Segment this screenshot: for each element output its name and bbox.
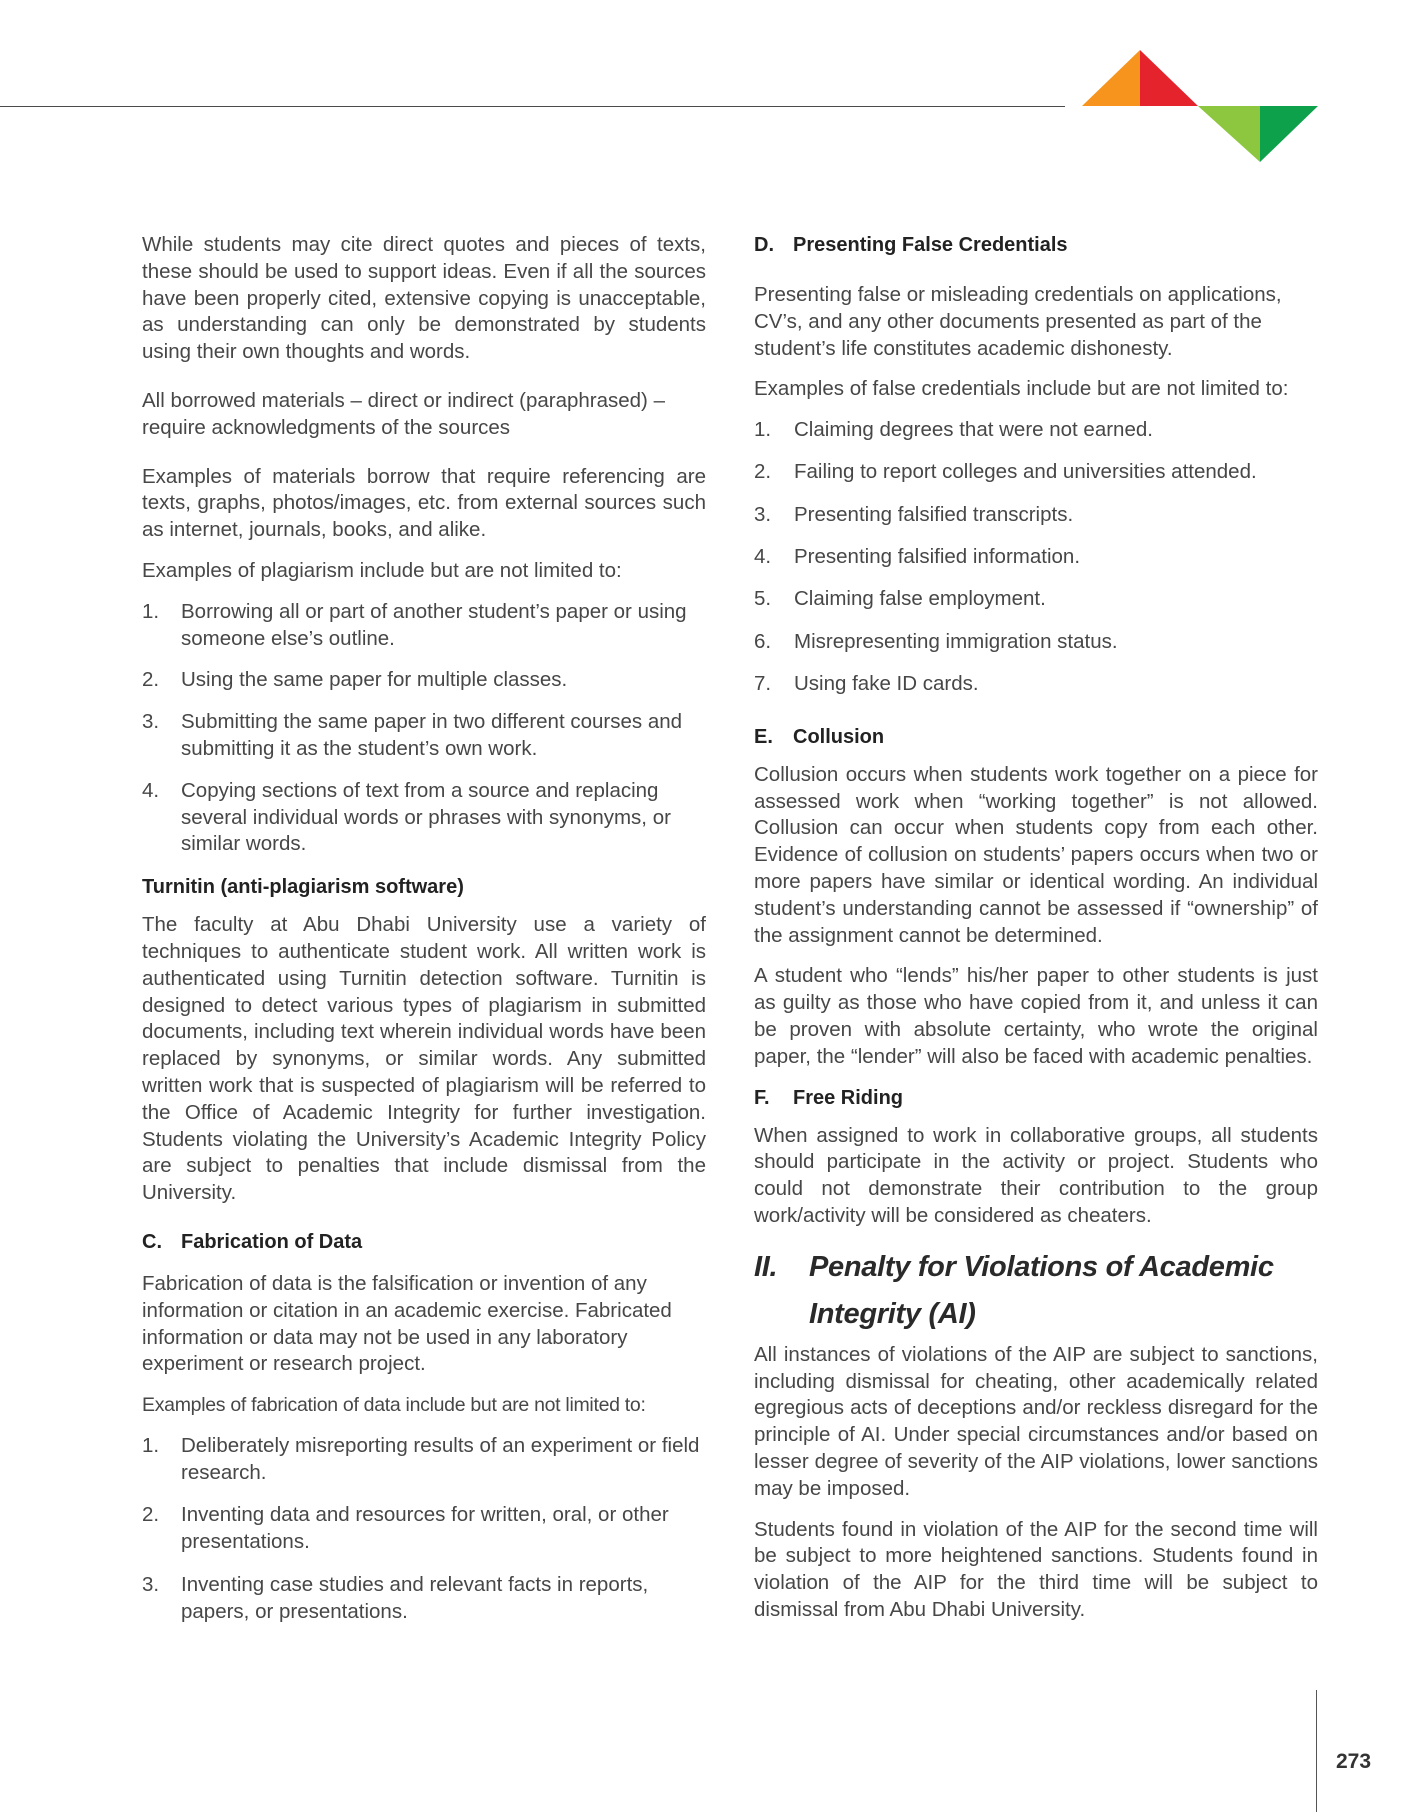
penalty-paragraph-1: All instances of violations of the AIP are subject to sanctions, including dismissal for cheating, other academically related egregious acts of deceptions and/or reckless disregard for the principle of AI. Under special circumstances and/or based on lesser degree of severity of the AIP violations, lower sanctions may be imposed. (754, 1342, 1318, 1500)
paragraph-citing-quotes: While students may cite direct quotes and pieces of texts, these should be used to support ideas. Even if all the sources have been properly cited, extensive copying is unacceptable, as understanding can only be demonstrated by students using their own thoughts and words. (142, 233, 706, 364)
header-rule (0, 106, 1065, 107)
list-item: 3. Inventing case studies and relevant facts in reports, papers, or presentations. (142, 1573, 649, 1623)
paragraph-borrowed-materials: All borrowed materials – direct or indirect (paraphrased) – require acknowledgments of the sources (142, 388, 665, 439)
list-item: 7. Using fake ID cards. (754, 671, 979, 695)
footer-rule (1316, 1690, 1317, 1812)
triangle-logo (1082, 50, 1318, 162)
list-item: 3. Submitting the same paper in two different courses and submitting it as the student’s own work. (142, 710, 683, 760)
logo-orange-triangle (1082, 50, 1140, 106)
credentials-examples-intro: Examples of false credentials include but are not limited to: (754, 377, 1289, 401)
list-item: 1. Deliberately misreporting results of an experiment or field research. (142, 1433, 700, 1484)
plagiarism-list (142, 599, 706, 858)
collusion-paragraph-2: A student who “lends” his/her paper to other students is just as guilty as those who have copied from it, and unless it can be proven with absolute certainty, who wrote the original paper, the “lender” will also be faced with academic penalties. (754, 964, 1318, 1068)
list-item: 6. Misrepresenting immigration status. (754, 629, 1118, 653)
list-item: 4. Presenting falsified information. (754, 545, 1081, 569)
logo-dark-green-triangle (1260, 106, 1318, 162)
paragraph-materials-examples: Examples of materials borrow that require referencing are texts, graphs, photos/images, etc. from external sources such as internet, journals, books, and alike. (142, 464, 706, 542)
collusion-paragraph-1: Collusion occurs when students work together on a piece for assessed work when “working together” is not allowed. Collusion can occur when students copy from each other. Evidence of collusion on students’ papers occurs when two or more papers have similar or identical wording. An individual student’s understanding cannot be assessed if “ownership” of the assignment cannot be determined. (754, 762, 1318, 947)
turnitin-heading: Turnitin (anti-plagiarism software) (142, 876, 464, 899)
list-item: 1. Claiming degrees that were not earned. (754, 418, 1153, 442)
credentials-paragraph: Presenting false or misleading credentials on applications, CV’s, and any other documents presented as part of the student’s life constitutes academic dishonesty. (754, 283, 1282, 360)
list-item: 1. Borrowing all or part of another student’s paper or using someone else’s outline. (142, 599, 687, 650)
fabrication-examples-intro: Examples of fabrication of data include but are not limited to: (142, 1394, 646, 1417)
logo-light-green-triangle (1198, 106, 1260, 162)
logo-red-triangle (1140, 50, 1198, 106)
section-d-heading: D. Presenting False Credentials (754, 234, 1068, 256)
turnitin-paragraph: The faculty at Abu Dhabi University use a variety of techniques to authenticate student work. All written work is authenticated using Turnitin detection software. Turnitin is designed to detect various types of plagiarism in submitted documents, including text wherein individual words have been replaced by synonyms, or similar words. Any submitted written work that is suspected of plagiarism will be referred to the Office of Academic Integrity for further investigation. Students violating the University’s Academic Integrity Policy are subject to penalties that include dismissal from the University. (142, 913, 706, 1205)
list-item: 3. Presenting falsified transcripts. (754, 502, 1074, 526)
plagiarism-examples-intro: Examples of plagiarism include but are not limited to: (142, 558, 622, 582)
fabrication-paragraph: Fabrication of data is the falsification or invention of any information or citation in an academic exercise. Fabricated information or data may not be used in any laboratory experiment or research project. (142, 1271, 672, 1376)
page-number: 273 (1336, 1750, 1372, 1773)
free-riding-paragraph: When assigned to work in collaborative groups, all students should participate in the activity or project. Students who could not demonstrate their contribution to the group work/activity will be considered as cheaters. (754, 1123, 1318, 1227)
list-item: 2. Inventing data and resources for written, oral, or other presentations. (142, 1503, 669, 1554)
list-item: 5. Claiming false employment. (754, 587, 1046, 611)
list-item: 2. Failing to report colleges and universities attended. (754, 460, 1257, 484)
section-f-heading: F. Free Riding (754, 1086, 904, 1109)
penalty-paragraph-2: Students found in violation of the AIP for the second time will be subject to more heightened sanctions. Students found in violation of the AIP for the third time will be subject to dismissal from Abu Dhabi University. (754, 1517, 1318, 1621)
section-e-heading: E. Collusion (754, 725, 885, 748)
section-ii-heading: II. Penalty for Violations of Academic Integrity (AI) (754, 1250, 1274, 1330)
list-item: 2. Using the same paper for multiple classes. (142, 668, 568, 692)
fabrication-list (142, 1433, 706, 1626)
left-column (142, 232, 706, 1641)
credentials-list (754, 417, 1318, 698)
right-column (754, 232, 1318, 1638)
section-c-heading: C. Fabrication of Data (142, 1230, 363, 1253)
list-item: 4. Copying sections of text from a source and replacing several individual words or phrases with synonyms, or similar words. (142, 778, 671, 856)
